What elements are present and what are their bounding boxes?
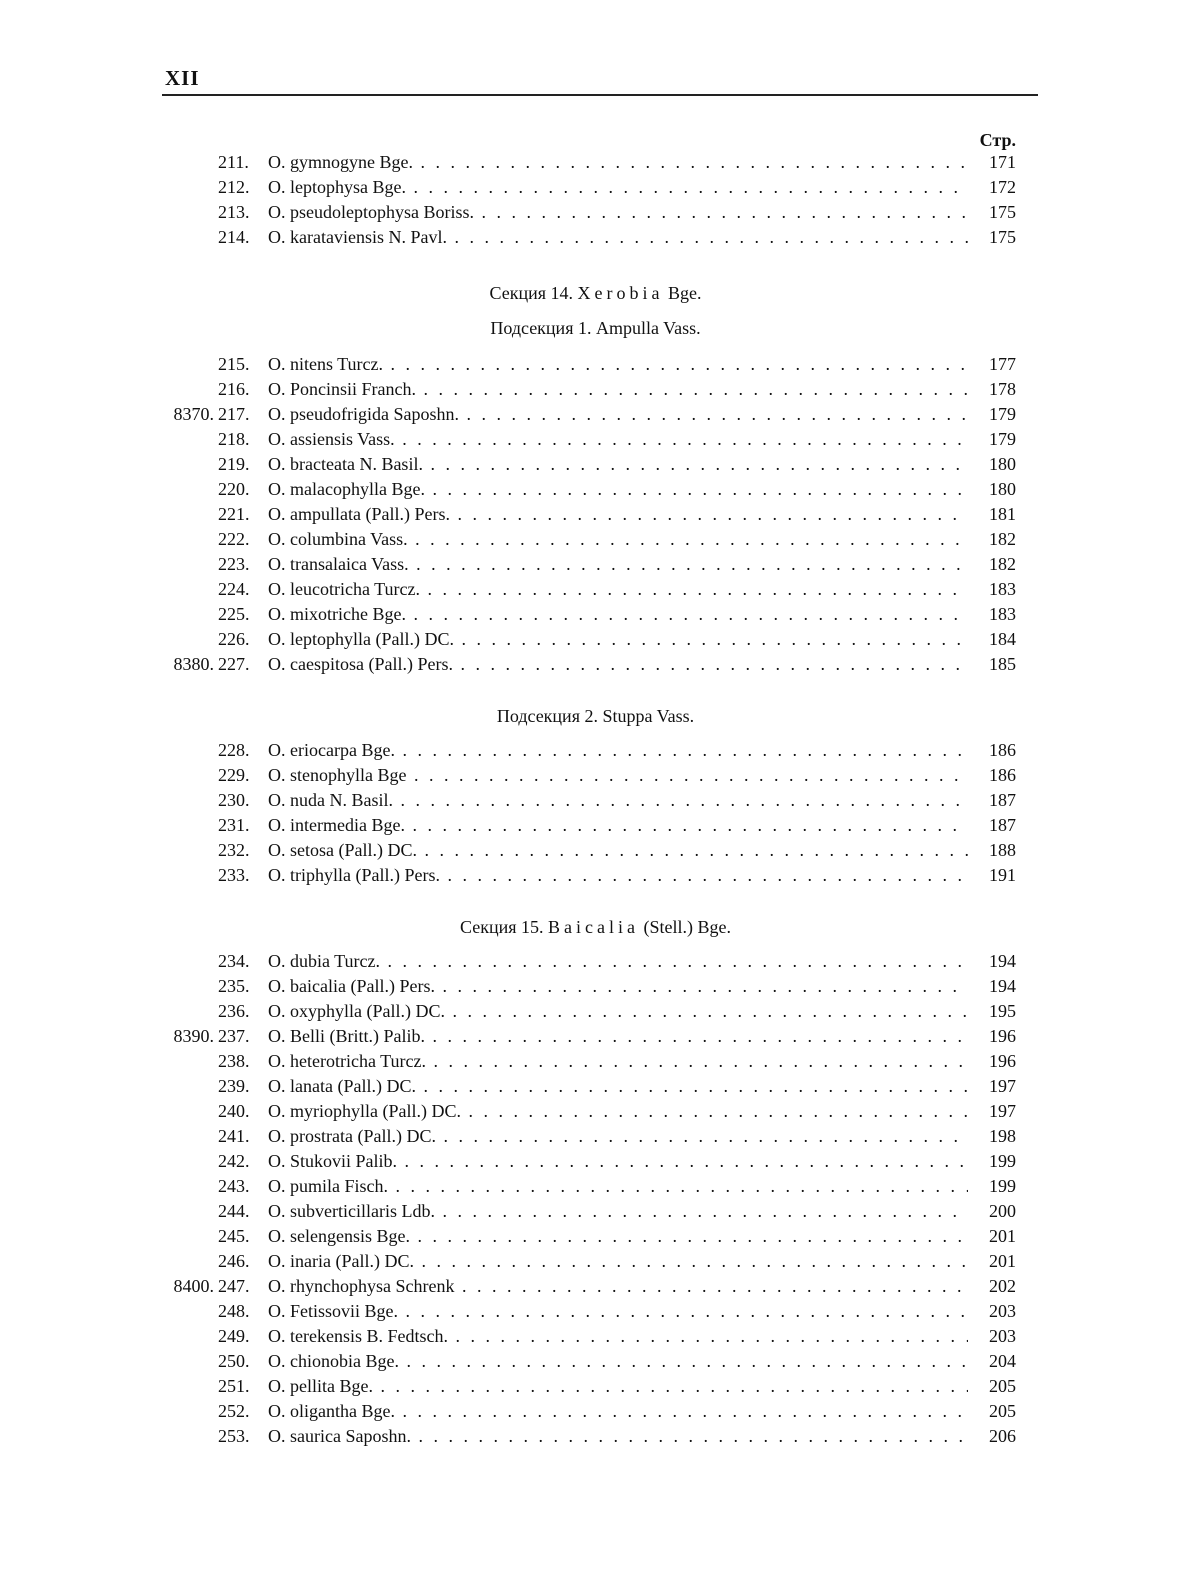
toc-entry — [0, 1099, 1191, 1124]
entry-name: O. pellita Bge. . . . — [268, 1374, 968, 1399]
entry-name: O. prostrata (Pall.) DC. . . . — [268, 1124, 968, 1149]
entry-number: 229. — [218, 765, 250, 785]
page-number: XII — [165, 66, 200, 90]
section-name: Xerobia — [577, 283, 664, 303]
entry-page: 175 — [968, 200, 1016, 225]
subsection-heading: Подсекция 2. Stuppa Vass. — [496, 706, 695, 726]
entry-name: O. ampullata (Pall.) Pers. . . . — [268, 502, 968, 527]
entry-page: 202 — [968, 1274, 1016, 1299]
entry-number: 222. — [218, 529, 250, 549]
toc-entry — [0, 949, 1191, 974]
entry-page: 205 — [968, 1374, 1016, 1399]
entry-name: O. nuda N. Basil. . . . — [268, 788, 968, 813]
toc-entry — [0, 352, 1191, 377]
toc-entry — [0, 1324, 1191, 1349]
entry-name: O. caespitosa (Pall.) Pers. . . . — [268, 652, 968, 677]
toc-entry — [0, 1174, 1191, 1199]
entry-name: O. assiensis Vass. . . . — [268, 427, 968, 452]
entry-name: O. Stukovii Palib. . . . — [268, 1149, 968, 1174]
entry-margin-number: 8380. — [173, 654, 214, 674]
entry-name: O. bracteata N. Basil. . . . — [268, 452, 968, 477]
entry-page: 177 — [968, 352, 1016, 377]
entry-number: 217. — [218, 404, 250, 424]
entry-name: O. eriocarpa Bge. . . . — [268, 738, 968, 763]
entry-page: 201 — [968, 1249, 1016, 1274]
entry-name: O. triphylla (Pall.) Pers. . . . — [268, 863, 968, 888]
entry-name: O. heterotricha Turcz. . . . — [268, 1049, 968, 1074]
entry-number: 239. — [218, 1076, 250, 1096]
entry-page: 187 — [968, 788, 1016, 813]
entry-name: O. inaria (Pall.) DC. . . . — [268, 1249, 968, 1274]
entry-number: 230. — [218, 790, 250, 810]
entry-number: 211. — [218, 152, 249, 172]
entry-name: O. lanata (Pall.) DC. . . . — [268, 1074, 968, 1099]
toc-entry — [0, 1224, 1191, 1249]
entry-number: 233. — [218, 865, 250, 885]
entry-page: 205 — [968, 1399, 1016, 1424]
entry-page: 171 — [968, 150, 1016, 175]
entry-page: 197 — [968, 1099, 1016, 1124]
entry-number: 223. — [218, 554, 250, 574]
entry-number: 226. — [218, 629, 250, 649]
entry-page: 182 — [968, 527, 1016, 552]
toc-entry — [0, 502, 1191, 527]
toc-entry — [0, 200, 1191, 225]
entry-number: 237. — [218, 1026, 250, 1046]
toc-entry — [0, 552, 1191, 577]
toc-entry — [0, 1199, 1191, 1224]
entry-name: O. Poncinsii Franch. . . . — [268, 377, 968, 402]
entry-name: O. oligantha Bge. . . . — [268, 1399, 968, 1424]
entry-name: O. dubia Turcz. . . . — [268, 949, 968, 974]
toc-entry — [0, 652, 1191, 677]
toc-entry — [0, 527, 1191, 552]
entry-page: 185 — [968, 652, 1016, 677]
toc-entry — [0, 1349, 1191, 1374]
entry-page: 198 — [968, 1124, 1016, 1149]
toc-entry — [0, 1149, 1191, 1174]
toc-entry — [0, 175, 1191, 200]
toc-entry — [0, 788, 1191, 813]
entry-number: 216. — [218, 379, 250, 399]
entry-number: 218. — [218, 429, 250, 449]
entry-number: 225. — [218, 604, 250, 624]
subsection-heading: Подсекция 1. Ampulla Vass. — [490, 318, 701, 338]
entry-number: 241. — [218, 1126, 250, 1146]
toc-entry — [0, 1374, 1191, 1399]
entry-number: 234. — [218, 951, 250, 971]
entry-number: 232. — [218, 840, 250, 860]
entry-page: 194 — [968, 949, 1016, 974]
entry-number: 238. — [218, 1051, 250, 1071]
entry-name: O. pseudoleptophysa Boriss. . . . — [268, 200, 968, 225]
section-heading — [0, 280, 1191, 306]
entry-name: O. terekensis B. Fedtsch. . . . — [268, 1324, 968, 1349]
entry-name: O. setosa (Pall.) DC. . . . — [268, 838, 968, 863]
entry-name: O. gymnogyne Bge. . . . — [268, 150, 968, 175]
entry-number: 248. — [218, 1301, 250, 1321]
header-rule — [162, 94, 1038, 96]
section-author: (Stell.) Bge. — [643, 917, 731, 937]
entry-page: 183 — [968, 602, 1016, 627]
entry-page: 196 — [968, 1024, 1016, 1049]
entry-number: 224. — [218, 579, 250, 599]
section-heading — [0, 914, 1191, 940]
entry-page: 186 — [968, 763, 1016, 788]
entry-page: 180 — [968, 477, 1016, 502]
entry-page: 179 — [968, 402, 1016, 427]
entry-name: O. mixotriche Bge. . . . — [268, 602, 968, 627]
toc-entry — [0, 763, 1191, 788]
toc-entry — [0, 1399, 1191, 1424]
entry-page: 204 — [968, 1349, 1016, 1374]
entry-name: O. Belli (Britt.) Palib. . . . — [268, 1024, 968, 1049]
toc-entry — [0, 452, 1191, 477]
entry-page: 206 — [968, 1424, 1016, 1449]
entry-name: O. myriophylla (Pall.) DC. . . . — [268, 1099, 968, 1124]
toc-entry — [0, 477, 1191, 502]
entry-page: 186 — [968, 738, 1016, 763]
entry-number: 251. — [218, 1376, 250, 1396]
entry-page: 195 — [968, 999, 1016, 1024]
entry-name: O. Fetissovii Bge. . . . — [268, 1299, 968, 1324]
entry-page: 178 — [968, 377, 1016, 402]
entry-number: 253. — [218, 1426, 250, 1446]
entry-number: 228. — [218, 740, 250, 760]
page-column-header: Стр. — [979, 130, 1016, 150]
entry-name: O. karataviensis N. Pavl. . . . — [268, 225, 968, 250]
entry-page: 182 — [968, 552, 1016, 577]
section-author: Bge. — [668, 283, 702, 303]
entry-name: O. oxyphylla (Pall.) DC. . . . — [268, 999, 968, 1024]
entry-page: 172 — [968, 175, 1016, 200]
toc-entry — [0, 602, 1191, 627]
entry-margin-number: 8370. — [173, 404, 214, 424]
entry-number: 227. — [218, 654, 250, 674]
entry-page: 175 — [968, 225, 1016, 250]
toc-entry — [0, 1249, 1191, 1274]
entry-name: O. rhynchophysa Schrenk . . . — [268, 1274, 968, 1299]
toc-entry — [0, 402, 1191, 427]
toc-entry — [0, 1074, 1191, 1099]
entry-page: 184 — [968, 627, 1016, 652]
toc-entry — [0, 1124, 1191, 1149]
entry-page: 199 — [968, 1174, 1016, 1199]
entry-number: 250. — [218, 1351, 250, 1371]
entry-name: O. pumila Fisch. . . . — [268, 1174, 968, 1199]
entry-number: 247. — [218, 1276, 250, 1296]
toc-entry — [0, 813, 1191, 838]
entry-page: 199 — [968, 1149, 1016, 1174]
toc-entry — [0, 1024, 1191, 1049]
toc-entry — [0, 150, 1191, 175]
toc-entry — [0, 738, 1191, 763]
toc-entry — [0, 974, 1191, 999]
toc-entry — [0, 577, 1191, 602]
entry-page: 203 — [968, 1324, 1016, 1349]
toc-entry — [0, 1424, 1191, 1449]
toc-entry — [0, 427, 1191, 452]
entry-name: O. malacophylla Bge. . . . — [268, 477, 968, 502]
entry-number: 220. — [218, 479, 250, 499]
entry-name: O. saurica Saposhn. . . . — [268, 1424, 968, 1449]
entry-number: 219. — [218, 454, 250, 474]
entry-name: O. leptophysa Bge. . . . — [268, 175, 968, 200]
toc-entry — [0, 1274, 1191, 1299]
toc-entry — [0, 1299, 1191, 1324]
entry-name: O. leptophylla (Pall.) DC. . . . — [268, 627, 968, 652]
entry-number: 240. — [218, 1101, 250, 1121]
entry-number: 214. — [218, 227, 250, 247]
entry-number: 246. — [218, 1251, 250, 1271]
entry-number: 242. — [218, 1151, 250, 1171]
entry-page: 180 — [968, 452, 1016, 477]
section-label: Секция 14. — [489, 283, 574, 303]
entry-number: 245. — [218, 1226, 250, 1246]
toc-entry — [0, 627, 1191, 652]
entry-number: 221. — [218, 504, 250, 524]
entry-page: 181 — [968, 502, 1016, 527]
entry-name: O. chionobia Bge. . . . — [268, 1349, 968, 1374]
entry-number: 231. — [218, 815, 250, 835]
toc-entry — [0, 377, 1191, 402]
section-label: Секция 15. — [460, 917, 544, 937]
entry-page: 203 — [968, 1299, 1016, 1324]
entry-name: O. columbina Vass. . . . — [268, 527, 968, 552]
entry-page: 179 — [968, 427, 1016, 452]
toc-entry — [0, 863, 1191, 888]
entry-number: 243. — [218, 1176, 250, 1196]
entry-page: 197 — [968, 1074, 1016, 1099]
entry-name: O. nitens Turcz. . . . — [268, 352, 968, 377]
toc-entry — [0, 838, 1191, 863]
entry-number: 235. — [218, 976, 250, 996]
toc-entry — [0, 225, 1191, 250]
entry-page: 196 — [968, 1049, 1016, 1074]
entry-page: 200 — [968, 1199, 1016, 1224]
entry-number: 212. — [218, 177, 250, 197]
entry-page: 194 — [968, 974, 1016, 999]
entry-margin-number: 8390. — [173, 1026, 214, 1046]
entry-name: O. stenophylla Bge . . . — [268, 763, 968, 788]
entry-page: 183 — [968, 577, 1016, 602]
entry-number: 244. — [218, 1201, 250, 1221]
entry-name: O. intermedia Bge. . . . — [268, 813, 968, 838]
entry-name: O. leucotricha Turcz. . . . — [268, 577, 968, 602]
entry-number: 213. — [218, 202, 250, 222]
entry-number: 236. — [218, 1001, 250, 1021]
entry-number: 215. — [218, 354, 250, 374]
entry-page: 187 — [968, 813, 1016, 838]
entry-name: O. baicalia (Pall.) Pers. . . . — [268, 974, 968, 999]
toc-entry — [0, 1049, 1191, 1074]
toc-entry — [0, 999, 1191, 1024]
entry-page: 201 — [968, 1224, 1016, 1249]
entry-margin-number: 8400. — [173, 1276, 214, 1296]
entry-name: O. transalaica Vass. . . . — [268, 552, 968, 577]
entry-page: 188 — [968, 838, 1016, 863]
entry-name: O. subverticillaris Ldb. . . . — [268, 1199, 968, 1224]
entry-name: O. pseudofrigida Saposhn. . . . — [268, 402, 968, 427]
entry-number: 249. — [218, 1326, 250, 1346]
entry-page: 191 — [968, 863, 1016, 888]
entry-number: 252. — [218, 1401, 250, 1421]
section-name: Baicalia — [548, 917, 639, 937]
entry-name: O. selengensis Bge. . . . — [268, 1224, 968, 1249]
